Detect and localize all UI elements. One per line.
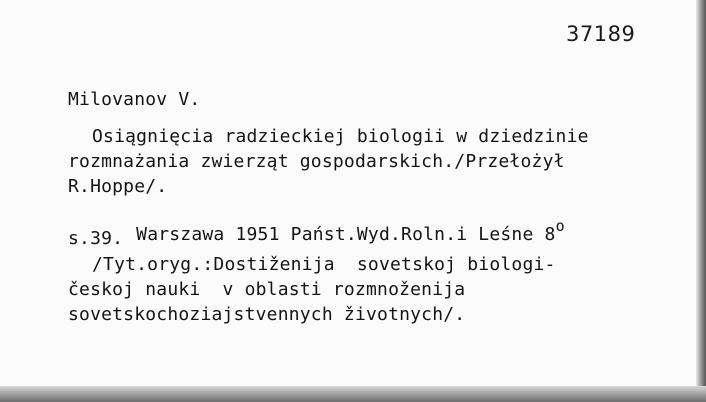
card-right-edge-shadow (696, 0, 706, 402)
title-line-1: Osiągnięcia radzieckiej biologii w dziedzinie (92, 126, 589, 147)
title-line-2: rozmnażania zwierząt gospodarskich./Przełożył (68, 151, 565, 172)
card-bottom-edge-shadow (0, 386, 706, 402)
original-title-line-3: sovetskochoziajstvennych životnych/. (68, 304, 466, 325)
original-title-line-1: /Tyt.oryg.:Dostiženija sovetskoj biologi- (92, 254, 556, 275)
catalog-number: 37189 (566, 22, 636, 46)
imprint-text: Warszawa 1951 Państ.Wyd.Roln.i Leśne 8 (136, 224, 556, 245)
pages-line: s.39. (68, 228, 124, 249)
author-line: Milovanov V. (68, 89, 201, 110)
format-degree-mark: o (555, 217, 565, 235)
original-title-line-2: českoj nauki v oblasti rozmnoženija (68, 279, 466, 300)
title-line-3: R.Hoppe/. (68, 176, 168, 197)
